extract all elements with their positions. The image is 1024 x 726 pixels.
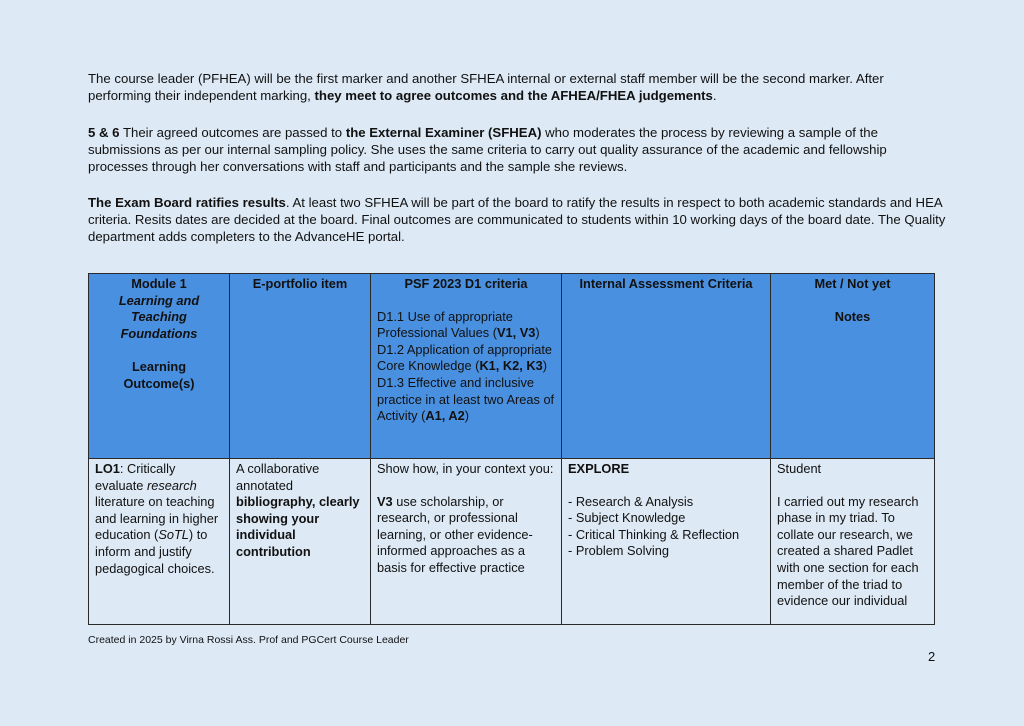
psf-close: ) [464,408,469,424]
p1-end: . [712,88,717,103]
psf-d11: D1.1 Use of appropriate Professional Values ( [377,308,513,341]
psf-criteria-text [377,309,555,425]
cell-psf-criteria [371,459,562,625]
criteria-item: - Critical Thinking & Reflection [568,526,740,542]
notes-label: Notes [834,308,871,324]
ep-text: A collaborative annotated [236,461,320,493]
lo-text3: ) to inform and justify pedagogical choices. [95,527,215,576]
cell-eportfolio-item [230,459,371,625]
psf-v3-text [377,494,555,577]
p2-text1: Their agreed outcomes are passed to [119,125,346,140]
psf-title: PSF 2023 D1 criteria [404,276,528,291]
met-label: Met / Not yet [814,276,891,291]
psf-text: use scholarship, or research, or professional learning, or other evidence-informed approaches as a basis for effective practice [377,493,533,575]
psf-knowledge: K1, K2, K3 [479,358,543,374]
criteria-item: - Problem Solving [568,543,669,559]
learning-outcomes-label: Learning Outcome(s) [123,359,195,391]
table-row [89,459,935,625]
psf-d12: ) D1.2 Application of appropriate Core Knowledge ( [377,325,553,374]
header-psf-criteria [371,274,562,459]
paragraph-exam-board [88,194,948,245]
notes-student: Student [777,461,822,476]
p2-step-number: 5 & 6 [88,125,120,140]
lo-text2: literature on teaching and learning in higher education ( [95,494,219,543]
psf-v3: V3 [377,493,393,509]
psf-values: V1, V3 [496,325,536,341]
notes-text: I carried out my research phase in my triad. To collate our research, we created a shared Padlet with one section for each member of the triad to evidence our individual [777,493,919,609]
header-internal-criteria: Internal Assessment Criteria [562,274,771,459]
p1-bold: they meet to agree outcomes and the AFHEA/FHEA judgements [314,88,713,103]
header-met-notes [771,274,935,459]
criteria-item: - Research & Analysis [568,493,694,509]
cell-internal-criteria [562,459,771,625]
p1-text: The course leader (PFHEA) will be the first marker and another SFHEA internal or external staff member will be the second marker. After performing their independent marking, [88,71,884,103]
cell-notes [771,459,935,625]
psf-activities: A1, A2 [425,408,465,424]
module-label: Module 1 [131,276,187,291]
header-module [89,274,230,459]
p3-bold: The Exam Board ratifies results [88,195,286,210]
page-number: 2 [928,649,936,664]
p3-text: . At least two SFHEA will be part of the board to ratify the results in respect to both academic standards and HEA criteria. Resits dates are decided at the board. Final outcomes are communicated to students within 10 working days of the board date. The Quality department adds completers to the AdvanceHE portal. [88,195,946,244]
psf-intro: Show how, in your context you: [377,461,554,476]
lo-italic2: SoTL [158,527,189,543]
lo-id: LO1 [95,461,120,476]
lo-italic1: research [146,477,197,493]
ep-bold: bibliography, clearly showing your individual contribution [236,494,360,559]
p2-bold: the External Examiner (SFHEA) [345,125,542,140]
footer-credit: Created in 2025 by Virna Rossi Ass. Prof and PGCert Course Leader [88,634,409,646]
assessment-table [88,273,935,625]
paragraph-external-examiner [88,124,948,175]
table-header-row [89,274,935,459]
criteria-title: EXPLORE [568,461,630,476]
criteria-item: - Subject Knowledge [568,510,686,526]
module-name: Learning and Teaching Foundations [118,292,200,341]
psf-d13: ) D1.3 Effective and inclusive practice in at least two Areas of Activity ( [377,358,555,424]
lo-text1: : Critically evaluate [95,461,176,493]
cell-learning-outcome [89,459,230,625]
paragraph-markers [88,70,948,104]
p2-text2: who moderates the process by reviewing a sample of the submissions as per our internal sampling policy. She uses the same criteria to carry out quality assurance of the academic and fellowship processes through her conversations with staff and participants and the sample she reviews. [88,125,887,174]
header-eportfolio: E-portfolio item [230,274,371,459]
